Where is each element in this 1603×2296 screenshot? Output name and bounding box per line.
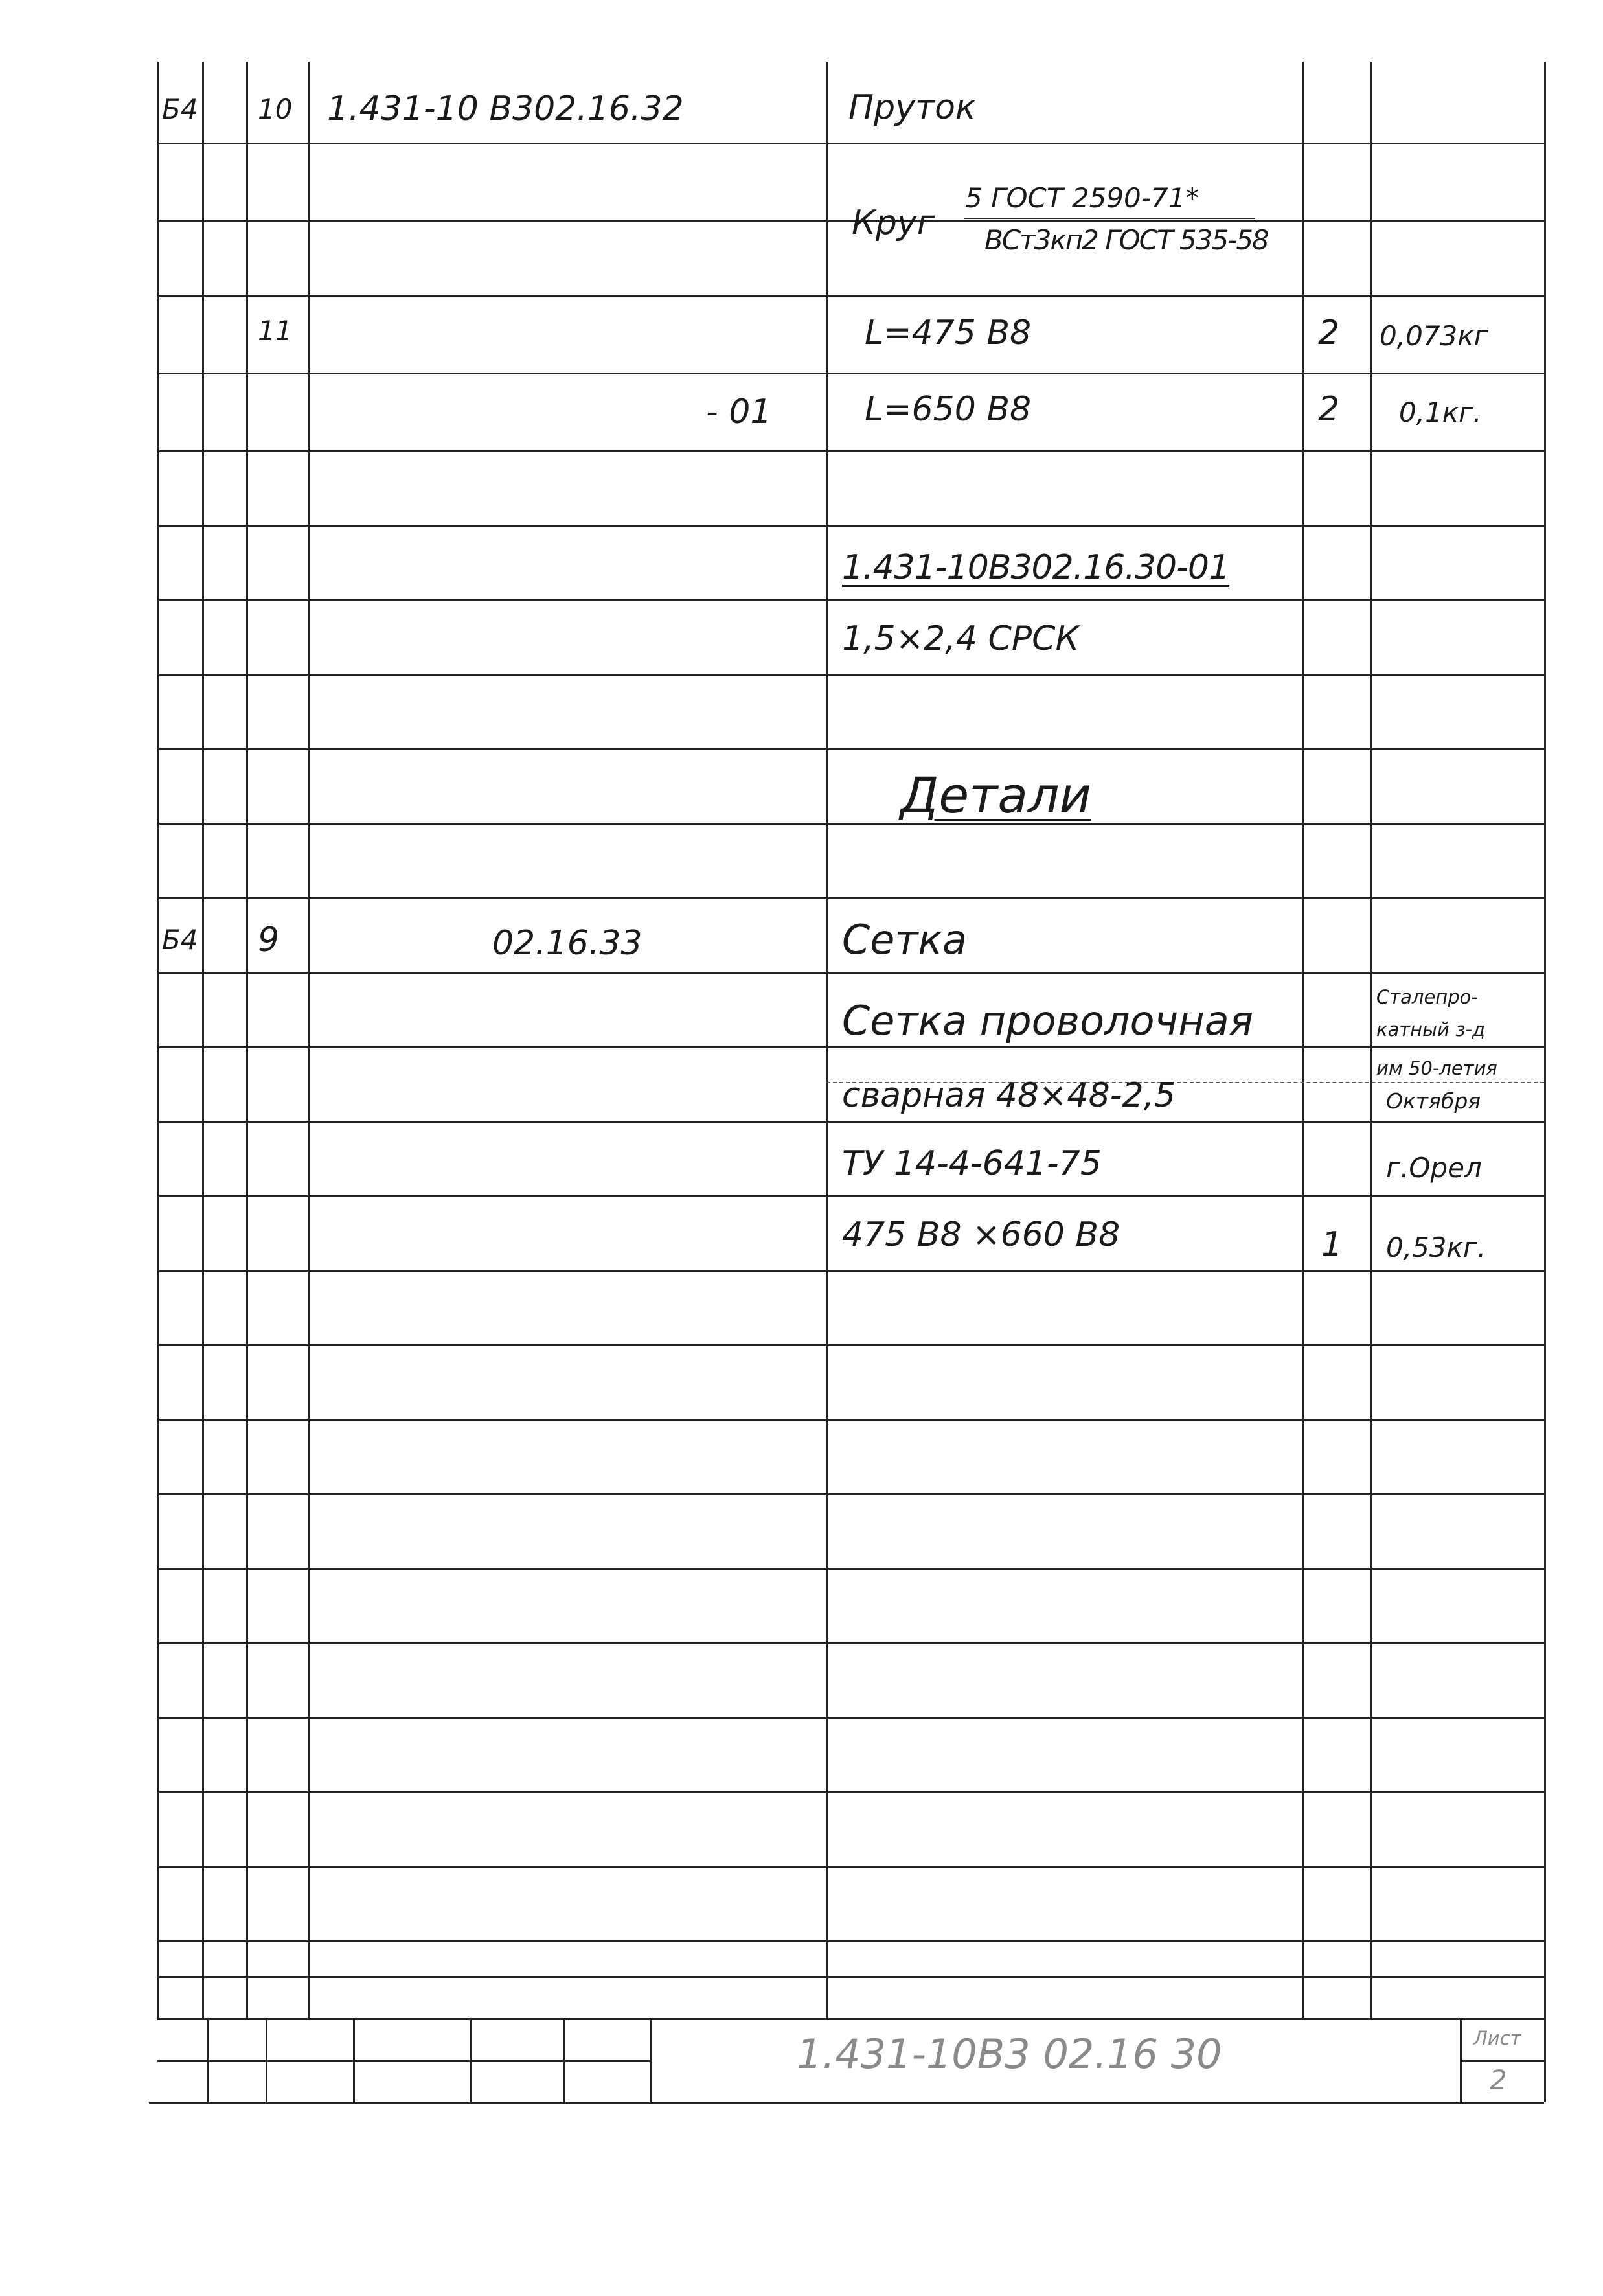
col-divider-mark bbox=[202, 62, 204, 2018]
row3-note: 0,073кг bbox=[1380, 320, 1488, 352]
row9-note-line2: катный з-д bbox=[1376, 1018, 1486, 1040]
row-line bbox=[157, 1976, 1544, 1978]
row1-name: Пруток bbox=[848, 88, 976, 127]
title-block-bottom bbox=[149, 2102, 1544, 2104]
row-line bbox=[157, 1121, 1544, 1123]
title-block-divider bbox=[470, 2018, 472, 2102]
row3-position: 11 bbox=[258, 315, 293, 347]
border-right bbox=[1544, 62, 1546, 2102]
row-line bbox=[157, 897, 1544, 899]
title-block-divider bbox=[650, 2018, 652, 2102]
row-line bbox=[157, 599, 1544, 601]
row12-note: 0,53кг. bbox=[1386, 1232, 1486, 1263]
row-line bbox=[157, 1195, 1544, 1197]
row4-note: 0,1кг. bbox=[1399, 396, 1482, 428]
col-divider-name bbox=[1302, 62, 1304, 2018]
row4-qty: 2 bbox=[1318, 390, 1340, 429]
col-divider-qty bbox=[1370, 62, 1372, 2018]
row-line bbox=[157, 1866, 1544, 1868]
row-line bbox=[157, 1940, 1544, 1942]
section-title-details: Детали bbox=[900, 766, 1091, 824]
title-block-divider bbox=[563, 2018, 565, 2102]
row-line bbox=[157, 373, 1544, 374]
row-line bbox=[157, 748, 1544, 750]
row4-designation: - 01 bbox=[706, 393, 772, 431]
row8-position: 9 bbox=[258, 921, 280, 959]
title-block-top bbox=[157, 2018, 1544, 2020]
row1-designation: 1.431-10 В302.16.32 bbox=[327, 89, 684, 128]
row-line bbox=[157, 1270, 1544, 1272]
row10-note-line2: Октября bbox=[1386, 1088, 1481, 1114]
grid-size: 1,5×2,4 СРСК bbox=[842, 619, 1080, 658]
row1-position: 10 bbox=[258, 93, 293, 125]
assembly-reference: 1.431-10В302.16.30-01 bbox=[842, 548, 1230, 587]
row-line bbox=[157, 1344, 1544, 1346]
row11-note: г.Орел bbox=[1386, 1152, 1482, 1184]
row2-krug: Круг bbox=[852, 203, 935, 242]
row9-name: Сетка проволочная bbox=[842, 997, 1254, 1044]
col-divider-pos bbox=[308, 62, 310, 2018]
row10-note-line1: им 50-летия bbox=[1376, 1057, 1497, 1079]
row-line bbox=[157, 1717, 1544, 1719]
title-block-mid bbox=[157, 2060, 650, 2062]
row-line bbox=[157, 525, 1544, 527]
border-left bbox=[157, 62, 159, 2018]
fraction-bar bbox=[964, 218, 1255, 219]
sheet-number: 2 bbox=[1490, 2064, 1507, 2096]
row9-note-line1: Сталепро- bbox=[1376, 986, 1478, 1008]
row-line bbox=[157, 823, 1544, 825]
row-line bbox=[157, 1419, 1544, 1421]
title-block-divider bbox=[266, 2018, 267, 2102]
row8-designation: 02.16.33 bbox=[492, 924, 642, 963]
row4-name: L=650 В8 bbox=[865, 390, 1032, 429]
row12-qty: 1 bbox=[1321, 1225, 1343, 1264]
title-block-divider bbox=[207, 2018, 209, 2102]
col-divider-designation bbox=[826, 62, 828, 2018]
row-line bbox=[157, 450, 1544, 452]
row-line bbox=[157, 1791, 1544, 1793]
col-divider-zone bbox=[246, 62, 248, 2018]
sheet-label: Лист bbox=[1473, 2027, 1521, 2049]
row3-qty: 2 bbox=[1318, 314, 1340, 352]
row2-gost-bottom: ВСт3кп2 ГОСТ 535-58 bbox=[984, 224, 1268, 256]
document-code: 1.431-10В3 02.16 30 bbox=[797, 2030, 1222, 2078]
sheet-box-divider bbox=[1460, 2060, 1544, 2062]
title-block-divider bbox=[353, 2018, 355, 2102]
row1-mark: Б4 bbox=[162, 93, 198, 125]
row-line bbox=[157, 674, 1544, 676]
row-line bbox=[157, 1046, 1544, 1048]
row2-gost-top: 5 ГОСТ 2590-71* bbox=[965, 182, 1199, 214]
row-line bbox=[157, 1642, 1544, 1644]
row10-name: сварная 48×48-2,5 bbox=[842, 1076, 1176, 1115]
row-line bbox=[157, 220, 1544, 222]
row12-name: 475 В8 ×660 В8 bbox=[842, 1215, 1120, 1254]
row11-name: ТУ 14-4-641-75 bbox=[842, 1144, 1102, 1183]
row-line bbox=[157, 972, 1544, 974]
row8-name: Сетка bbox=[842, 916, 967, 963]
row-line bbox=[157, 143, 1544, 144]
row-line bbox=[157, 1568, 1544, 1570]
row-line bbox=[157, 295, 1544, 297]
row3-name: L=475 В8 bbox=[865, 314, 1032, 352]
row8-mark: Б4 bbox=[162, 924, 198, 956]
row-line bbox=[157, 1493, 1544, 1495]
